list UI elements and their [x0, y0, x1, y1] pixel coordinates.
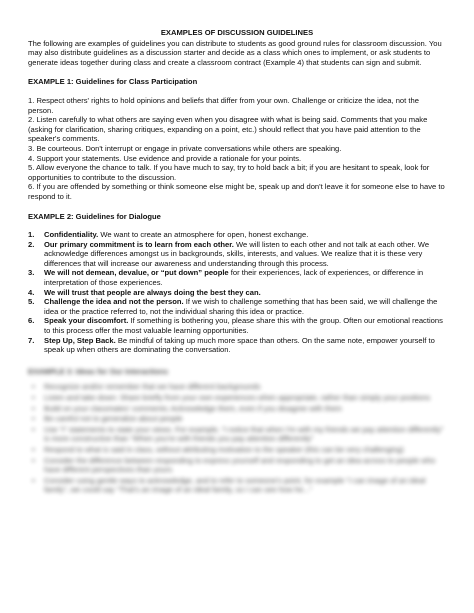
item-text: We will listen to each other and not talk at each other. We acknowledge differences amongst us in backgrounds, skills, interests, and values. We realize that it is these very differences that will increase our awareness and understanding through this process. [44, 239, 430, 268]
example2-item [28, 288, 446, 298]
example2-item [28, 316, 446, 335]
item-number: 3. [28, 268, 35, 278]
item-lead: Our primary commitment is to learn from each other. [44, 239, 234, 249]
item-text: If we wish to challenge something that has been said, we will challenge the idea or the practice referred to, not the individual sharing this idea or practice. [44, 297, 438, 316]
example2-item [28, 230, 446, 240]
item-text: Be mindful of taking up much more space than others. On the same note, empower yourself to speak up when others are dominating the conversation. [44, 335, 435, 355]
example1-item: 3. Be courteous. Don't interrupt or engage in private conversations while others are speaking. [28, 143, 342, 153]
example3-item: • Respond to what is said in class, without attributing motivation to the speaker (this can be very challenging) [28, 445, 446, 455]
item-number: 6. [28, 316, 35, 326]
example2-list [28, 230, 446, 355]
example2-heading: EXAMPLE 2: Guidelines for Dialogue [28, 211, 161, 221]
example3-item: • Recognize and/or remember that we have different backgrounds [28, 382, 446, 392]
item-number: 7. [28, 335, 35, 345]
example3-item: • Listen and take down: Share briefly from your own experiences when appropriate, rather than simply your positions [28, 393, 446, 403]
intro-paragraph: The following are examples of guidelines you can distribute to students as good ground rules for classroom discussion. You may also distribute guidelines as a discussion starter and decide as a class which ones to implement, or ask students to generate ideas together during class and create a classroom contract (Example 4) that students can sign and submit. [28, 38, 442, 67]
item-lead: Step Up, Step Back. [44, 335, 116, 345]
example2-item [28, 336, 446, 355]
example1-item: 6. If you are offended by something or think someone else might be, speak up and don't leave it for someone else to have to respond to it. [28, 182, 445, 201]
example3-item: • Be careful not to generalize about people [28, 414, 446, 424]
example3-heading: EXAMPLE 3: Ideas for Our Interactions [28, 366, 169, 376]
item-text: If something is bothering you, please share this with the group. Often our emotional reactions to this process offer the most valuable learning opportunities. [44, 316, 443, 336]
blurred-preview-region [28, 367, 446, 495]
example1-item: 5. Allow everyone the chance to talk. If you have much to say, try to hold back a bit; if you are hesitant to speak, look for opportunities to contribute to the discussion. [28, 163, 430, 182]
example3-list [28, 382, 446, 495]
item-lead: We will trust that people are always doing the best they can. [44, 287, 261, 297]
document-page [28, 28, 446, 496]
example2-item [28, 268, 446, 287]
item-number: 1. [28, 230, 35, 240]
item-lead: Speak your discomfort. [44, 316, 129, 326]
example1-heading: EXAMPLE 1: Guidelines for Class Participation [28, 77, 198, 87]
example3-item: • Use “I” statements to state your views. For example, “I notice that when I'm with my friends we pay attention differently” is more constructive than “When you're with friends you pay attention differently” [28, 425, 446, 444]
item-lead: Challenge the idea and not the person. [44, 297, 184, 307]
example3-item: • Consider the difference between responding to express yourself and responding to get an idea across to people who have different perspectives than yours [28, 456, 446, 475]
example2-item [28, 297, 446, 316]
example1-item: 2. Listen carefully to what others are saying even when you disagree with what is being said. Comments that you make (asking for clarification, sharing critiques, expanding on a point, etc.) should reflect that you have paid attention to the speaker's comments. [28, 115, 428, 144]
item-number: 4. [28, 287, 35, 297]
example2-item [28, 240, 446, 269]
item-number: 5. [28, 297, 35, 307]
example3-item: • Consider using gentle ways to acknowledge, and to refer to someone's point, for example “I can image of an ideal family”, we could say “That's an image of an ideal family, so I can see how he...” [28, 476, 446, 495]
example3-item: • Build on your classmates' comments; Acknowledge them, even if you disagree with them [28, 404, 446, 414]
item-text: for their experiences, lack of experiences, or difference in interpretation of those experiences. [44, 268, 424, 288]
item-text: We want to create an atmosphere for open, honest exchange. [98, 230, 309, 240]
item-number: 2. [28, 239, 35, 249]
example1-item: 1. Respect others' rights to hold opinions and beliefs that differ from your own. Challenge or criticize the idea, not the person. [28, 95, 419, 115]
item-lead: We will not demean, devalue, or “put down” people [44, 268, 229, 278]
item-lead: Confidentiality. [44, 230, 99, 240]
document-title: EXAMPLES OF DISCUSSION GUIDELINES [160, 28, 314, 37]
example1-item: 4. Support your statements. Use evidence and provide a rationale for your points. [28, 153, 302, 163]
